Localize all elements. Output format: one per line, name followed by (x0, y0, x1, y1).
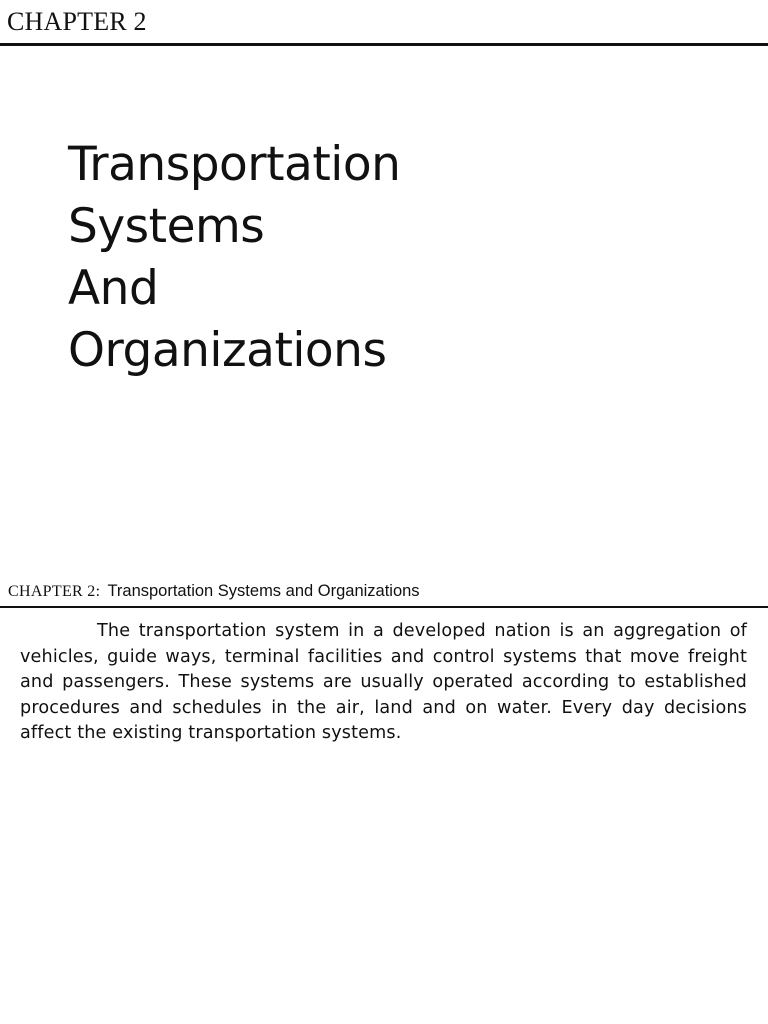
section-divider (0, 606, 768, 608)
chapter-title-line-2: Systems (68, 199, 265, 254)
chapter-title (68, 134, 400, 382)
body-paragraph: The transportation system in a developed nation is an aggregation of vehicles, guide ways, terminal facilities and control systems that move freight and passengers. These systems are usually operated according to established procedures and schedules in the air, land and on water. Every day decisions affect the existing transportation systems. (20, 621, 747, 744)
chapter-title-line-4: Organizations (68, 323, 387, 378)
running-header-chapter: CHAPTER 2: (8, 583, 101, 600)
header-divider (0, 43, 768, 46)
chapter-title-line-1: Transportation (68, 137, 401, 192)
running-header-title: Transportation Systems and Organizations (107, 582, 420, 600)
running-header (8, 579, 420, 604)
chapter-title-line-3: And (68, 261, 159, 316)
chapter-header: CHAPTER 2 (7, 7, 147, 36)
